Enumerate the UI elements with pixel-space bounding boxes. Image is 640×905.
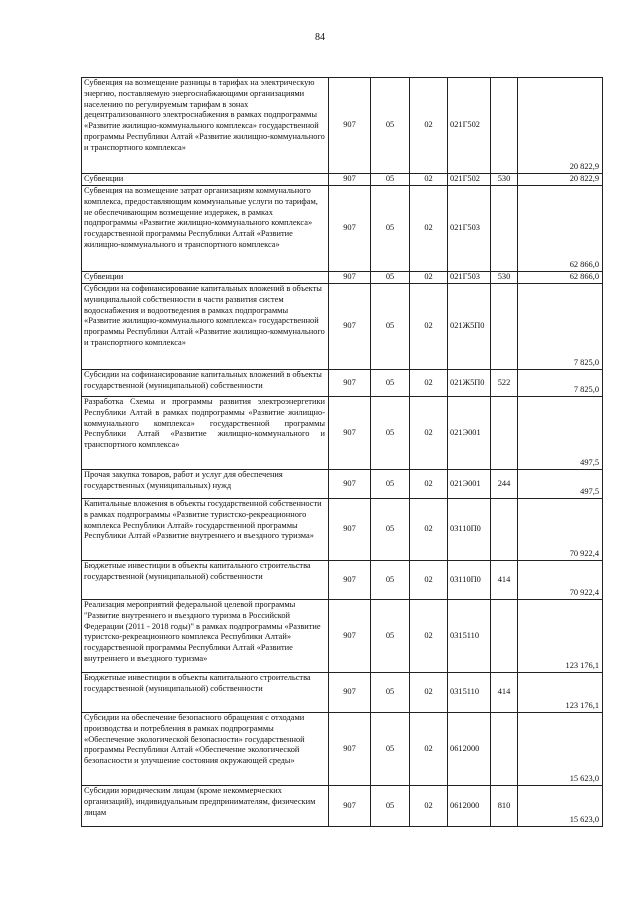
ministry-code: 907 <box>329 370 371 397</box>
ministry-code: 907 <box>329 786 371 827</box>
row-name: Субсидии юридическим лицам (кроме некоммерческих организаций), индивидуальным предпринимателям, физическим лицам <box>82 786 329 827</box>
expense-type-code <box>491 78 518 174</box>
row-sum: 62 866,0 <box>518 272 603 284</box>
section-code: 05 <box>371 186 410 272</box>
target-code: 021Г503 <box>448 272 491 284</box>
row-name: Субвенция на возмещение разницы в тарифах на электрическую энергию, поставляемую энергоснабжающими организациями населению по регулируемым тарифам в зонах децентрализованного электроснабжения в рамках подпрограммы «Развитие жилищно-коммунального комплекса» государственной программы Республики Алтай «Развитие жилищно-коммунального и транспортного комплекса» <box>82 78 329 174</box>
row-name: Субвенции <box>82 272 329 284</box>
table-row <box>82 561 603 600</box>
row-name: Прочая закупка товаров, работ и услуг для обеспечения государственных (муниципальных) нужд <box>82 470 329 499</box>
expense-type-code <box>491 397 518 470</box>
target-code: 0612000 <box>448 786 491 827</box>
ministry-code: 907 <box>329 713 371 786</box>
target-code: 021Г502 <box>448 174 491 186</box>
subsection-code: 02 <box>410 397 448 470</box>
table-row <box>82 713 603 786</box>
subsection-code: 02 <box>410 186 448 272</box>
subsection-code: 02 <box>410 370 448 397</box>
expense-type-code <box>491 499 518 561</box>
subsection-code: 02 <box>410 272 448 284</box>
row-name: Субсидии на софинансирование капитальных вложений в объекты государственной (муниципальной) собственности <box>82 370 329 397</box>
section-code: 05 <box>371 174 410 186</box>
target-code: 021Г503 <box>448 186 491 272</box>
section-code: 05 <box>371 561 410 600</box>
target-code: 021Ж5П0 <box>448 370 491 397</box>
target-code: 0612000 <box>448 713 491 786</box>
row-name: Капитальные вложения в объекты государственной собственности в рамках подпрограммы «Развитие туристско-рекреационного комплекса Республики Алтай» государственной программы Республики Алтай «Развитие внутреннего и въездного туризма» <box>82 499 329 561</box>
table-row <box>82 600 603 673</box>
table-row <box>82 499 603 561</box>
target-code: 0315110 <box>448 600 491 673</box>
subsection-code: 02 <box>410 673 448 713</box>
row-sum: 62 866,0 <box>518 186 603 272</box>
subsection-code: 02 <box>410 713 448 786</box>
expense-type-code <box>491 600 518 673</box>
ministry-code: 907 <box>329 284 371 370</box>
subsection-code: 02 <box>410 786 448 827</box>
section-code: 05 <box>371 284 410 370</box>
ministry-code: 907 <box>329 174 371 186</box>
table-row <box>82 786 603 827</box>
row-sum: 20 822,9 <box>518 174 603 186</box>
expense-type-code: 810 <box>491 786 518 827</box>
row-name: Субсидии на софинансирование капитальных вложений в объекты муниципальной собственности в части развития систем водоснабжения и водоотведения в рамках подпрограммы «Развитие жилищно-коммунального комплекса» государственной программы Республики Алтай «Развитие жилищно-коммунального и транспортного комплекса» <box>82 284 329 370</box>
section-code: 05 <box>371 673 410 713</box>
section-code: 05 <box>371 272 410 284</box>
target-code: 0315110 <box>448 673 491 713</box>
subsection-code: 02 <box>410 600 448 673</box>
target-code: 03110П0 <box>448 499 491 561</box>
section-code: 05 <box>371 600 410 673</box>
table-row <box>82 370 603 397</box>
ministry-code: 907 <box>329 272 371 284</box>
row-sum: 15 623,0 <box>518 713 603 786</box>
row-name: Субвенции <box>82 174 329 186</box>
subsection-code: 02 <box>410 470 448 499</box>
row-sum: 7 825,0 <box>518 370 603 397</box>
budget-table <box>81 77 603 827</box>
subsection-code: 02 <box>410 78 448 174</box>
ministry-code: 907 <box>329 78 371 174</box>
table-row <box>82 673 603 713</box>
subsection-code: 02 <box>410 174 448 186</box>
row-sum: 70 922,4 <box>518 499 603 561</box>
target-code: 021Г502 <box>448 78 491 174</box>
target-code: 021Э001 <box>448 397 491 470</box>
row-name: Субсидии на обеспечение безопасного обращения с отходами производства и потребления в рамках подпрограммы «Обеспечение экологической безопасности» государственной программы Республики Алтай «Обеспечение экологической безопасности и улучшение состояния окружающей среды» <box>82 713 329 786</box>
expense-type-code <box>491 284 518 370</box>
expense-type-code: 530 <box>491 174 518 186</box>
section-code: 05 <box>371 78 410 174</box>
target-code: 021Э001 <box>448 470 491 499</box>
row-name: Бюджетные инвестиции в объекты капитального строительства государственной (муниципальной) собственности <box>82 561 329 600</box>
row-sum: 70 922,4 <box>518 561 603 600</box>
row-sum: 497,5 <box>518 397 603 470</box>
page-number: 84 <box>315 32 325 43</box>
row-sum: 123 176,1 <box>518 600 603 673</box>
target-code: 021Ж5П0 <box>448 284 491 370</box>
table-row <box>82 272 603 284</box>
row-sum: 497,5 <box>518 470 603 499</box>
table-row <box>82 78 603 174</box>
ministry-code: 907 <box>329 499 371 561</box>
ministry-code: 907 <box>329 470 371 499</box>
row-name: Бюджетные инвестиции в объекты капитального строительства государственной (муниципальной) собственности <box>82 673 329 713</box>
row-sum: 15 623,0 <box>518 786 603 827</box>
target-code: 03110П0 <box>448 561 491 600</box>
expense-type-code: 414 <box>491 561 518 600</box>
expense-type-code <box>491 186 518 272</box>
expense-type-code: 522 <box>491 370 518 397</box>
subsection-code: 02 <box>410 284 448 370</box>
section-code: 05 <box>371 786 410 827</box>
ministry-code: 907 <box>329 600 371 673</box>
row-sum: 123 176,1 <box>518 673 603 713</box>
row-sum: 20 822,9 <box>518 78 603 174</box>
expense-type-code: 244 <box>491 470 518 499</box>
ministry-code: 907 <box>329 673 371 713</box>
section-code: 05 <box>371 713 410 786</box>
subsection-code: 02 <box>410 561 448 600</box>
ministry-code: 907 <box>329 561 371 600</box>
ministry-code: 907 <box>329 186 371 272</box>
row-name: Разработка Схемы и программы развития электроэнергетики Республики Алтай в рамках подпрограммы «Развитие жилищно-коммунального комплекса» государственной программы Республики Алтай «Развитие жилищно-коммунального и транспортного комплекса» <box>82 397 329 470</box>
row-name: Субвенция на возмещение затрат организациям коммунального комплекса, предоставляющим коммунальные услуги по тарифам, не обеспечивающим возмещение издержек, в рамках подпрограммы «Развитие жилищно-коммунального комплекса» государственной программы Республики Алтай «Развитие жилищно-коммунального и транспортного комплекса» <box>82 186 329 272</box>
expense-type-code: 414 <box>491 673 518 713</box>
expense-type-code <box>491 713 518 786</box>
expense-type-code: 530 <box>491 272 518 284</box>
section-code: 05 <box>371 499 410 561</box>
section-code: 05 <box>371 470 410 499</box>
section-code: 05 <box>371 370 410 397</box>
table-row <box>82 470 603 499</box>
ministry-code: 907 <box>329 397 371 470</box>
section-code: 05 <box>371 397 410 470</box>
row-sum: 7 825,0 <box>518 284 603 370</box>
table-row <box>82 174 603 186</box>
table-row <box>82 284 603 370</box>
table-row <box>82 397 603 470</box>
subsection-code: 02 <box>410 499 448 561</box>
table-row <box>82 186 603 272</box>
row-name: Реализация мероприятий федеральной целевой программы "Развитие внутреннего и въездного туризма в Российской Федерации (2011 - 2018 годы)" в рамках подпрограммы «Развитие туристско-рекреационного комплекса Республики Алтай» государственной программы Республики Алтай «Развитие внутреннего и въездного туризма» <box>82 600 329 673</box>
